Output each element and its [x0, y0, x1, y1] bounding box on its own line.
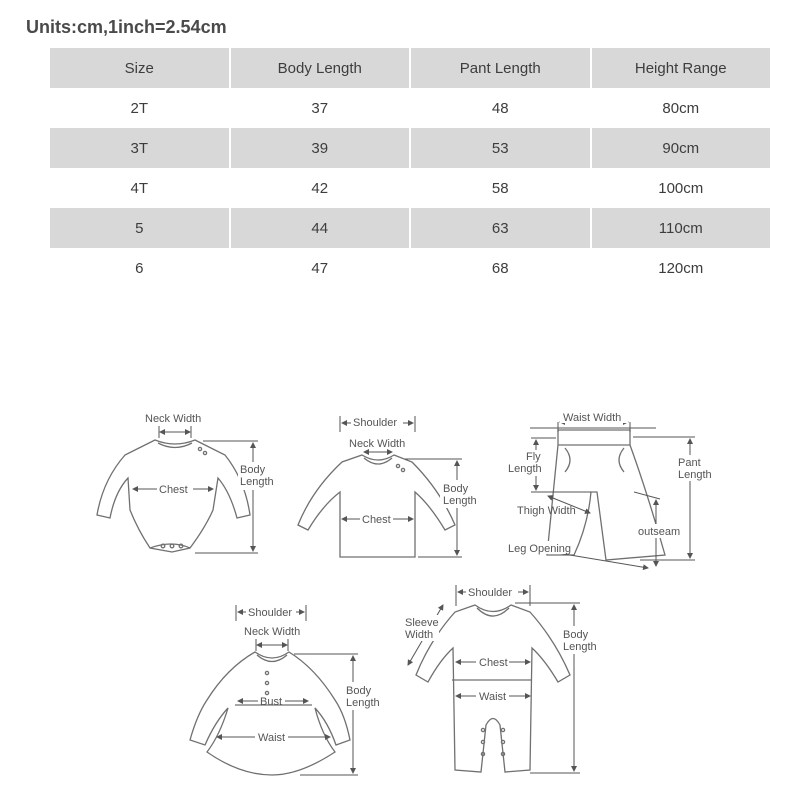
cell-height-range: 90cm: [592, 128, 771, 168]
pants-outseam-label: outseam: [638, 526, 681, 538]
cell-height-range: 120cm: [658, 259, 704, 277]
cell-height-range: 100cm: [658, 179, 704, 197]
romper-sleeve-label: Sleeve: [405, 617, 439, 629]
pants-thigh-width-label: Thigh Width: [517, 505, 576, 517]
cell-body-length: 37: [311, 99, 329, 117]
top-chest-label: Chest: [362, 514, 391, 526]
cell-size: 3T: [50, 128, 229, 168]
header-pant-length: Pant Length: [411, 48, 590, 88]
cell-size: 4T: [130, 179, 148, 197]
top-diagram: [298, 415, 482, 557]
units-note: Units:cm,1inch=2.54cm: [26, 17, 227, 37]
pants-leg-opening-label: Leg Opening: [508, 543, 571, 555]
pants-fly-label: Fly: [526, 451, 541, 463]
pants-pant-length-label: Length: [678, 469, 712, 481]
bodysuit-length-label: Length: [240, 476, 274, 488]
cell-pant-length: 48: [491, 99, 509, 117]
cell-pant-length: 53: [411, 128, 590, 168]
dress-length-label: Length: [346, 697, 380, 709]
top-length-label: Length: [443, 495, 477, 507]
romper-sleeve-width-label: Width: [405, 629, 434, 641]
cell-size: 5: [50, 208, 229, 248]
dress-neck-width-label: Neck Width: [244, 626, 301, 638]
cell-size: 6: [135, 259, 144, 277]
dress-bust-label: Bust: [260, 696, 283, 708]
cell-body-length: 42: [311, 179, 329, 197]
cell-body-length: 47: [311, 259, 329, 277]
romper-shoulder-label: Shoulder: [468, 587, 513, 599]
romper-chest-label: Chest: [479, 657, 508, 669]
top-body-label: Body: [443, 483, 469, 495]
dress-outline-icon: [190, 652, 350, 775]
header-height-range: Height Range: [592, 48, 771, 88]
cell-height-range: 110cm: [592, 208, 771, 248]
pants-waist-width-label: Waist Width: [563, 412, 622, 424]
header-body-length: Body Length: [231, 48, 410, 88]
bodysuit-body-label: Body: [240, 464, 266, 476]
pants-outline-icon: [547, 430, 665, 560]
pants-pant-label: Pant: [678, 457, 701, 469]
bodysuit-chest-label: Chest: [159, 484, 188, 496]
bodysuit-diagram: [97, 413, 278, 553]
romper-diagram: [403, 585, 603, 773]
cell-body-length: 39: [231, 128, 410, 168]
pants-diagram: [506, 410, 716, 568]
cell-pant-length: 68: [491, 259, 509, 277]
bodysuit-outline-icon: [97, 440, 250, 552]
top-outline-icon: [298, 455, 455, 557]
cell-body-length: 44: [231, 208, 410, 248]
header-size: Size: [50, 48, 229, 88]
dress-diagram: [190, 604, 385, 775]
cell-pant-length: 58: [491, 179, 509, 197]
bodysuit-neck-width-label: Neck Width: [145, 413, 202, 425]
dress-waist-label: Waist: [258, 732, 286, 744]
romper-length-label: Length: [563, 641, 597, 653]
dress-shoulder-label: Shoulder: [248, 607, 293, 619]
top-shoulder-label: Shoulder: [353, 417, 398, 429]
top-neck-width-label: Neck Width: [349, 438, 406, 450]
dress-body-label: Body: [346, 685, 372, 697]
romper-outline-icon: [416, 605, 570, 772]
romper-body-label: Body: [563, 629, 589, 641]
romper-waist-label: Waist: [479, 691, 507, 703]
cell-size: 2T: [130, 99, 148, 117]
cell-pant-length: 63: [411, 208, 590, 248]
cell-height-range: 80cm: [662, 99, 700, 117]
pants-fly-length-label: Length: [508, 463, 542, 475]
